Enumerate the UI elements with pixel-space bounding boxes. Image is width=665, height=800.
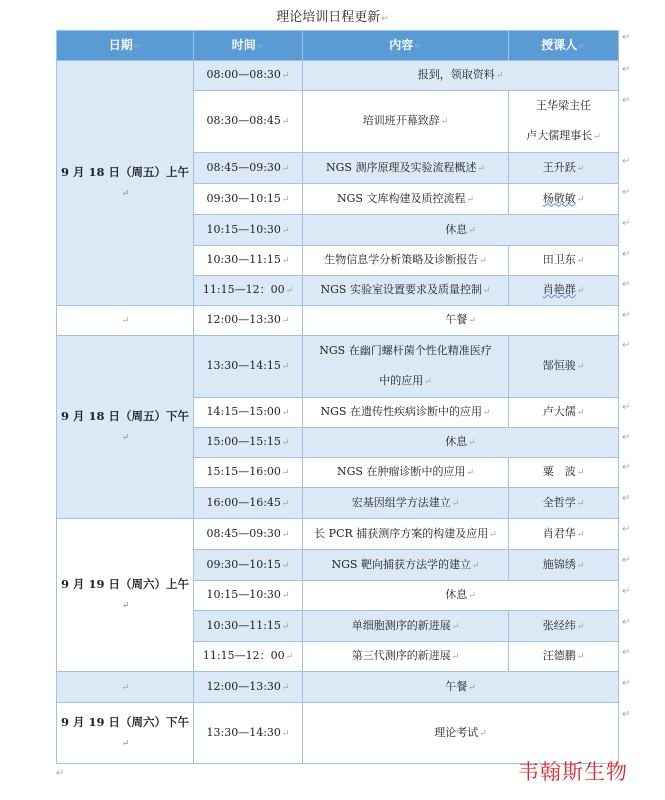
row-end-mark-icon: ↵: [622, 462, 631, 473]
time-cell: 16:00—16:45↵: [194, 488, 303, 519]
table-row: [57, 306, 619, 336]
content-cell: 长 PCR 捕获测序方案的构建及应用↵: [303, 519, 509, 550]
content-cell: NGS 文库构建及质控流程↵: [303, 184, 509, 215]
time-cell: 10:30—11:15↵: [194, 611, 303, 642]
paragraph-mark-icon: ↵: [56, 768, 65, 779]
row-end-mark-icon: ↵: [622, 432, 631, 443]
speaker-cell: 张经纬↵: [509, 611, 619, 642]
date-cell: 9 月 18 日（周五）上午↵: [57, 61, 194, 306]
document-title: [0, 6, 665, 25]
row-end-mark-icon: ↵: [622, 555, 631, 566]
time-cell: 15:00—15:15↵: [194, 428, 303, 458]
content-cell: 培训班开幕致辞↵: [303, 91, 509, 153]
date-cell: ↵: [57, 672, 194, 703]
speaker-cell: 施锦绣↵: [509, 550, 619, 581]
row-end-mark-icon: ↵: [622, 64, 631, 75]
time-cell: 10:15—10:30↵: [194, 581, 303, 611]
date-cell: 9 月 19 日（周六）下午↵: [57, 703, 194, 764]
speaker-cell: 杨敬敏↵: [509, 184, 619, 215]
row-end-mark-icon: ↵: [622, 249, 631, 260]
time-cell: 11:15—12：00↵: [194, 642, 303, 672]
content-cell: 午餐↵: [303, 672, 619, 703]
row-end-mark-icon: ↵: [622, 218, 631, 229]
time-cell: 11:15—12：00↵: [194, 276, 303, 306]
content-cell: 休息↵: [303, 581, 619, 611]
row-end-mark-icon: ↵: [622, 95, 631, 106]
date-cell: ↵: [57, 306, 194, 336]
content-cell: 生物信息学分析策略及诊断报告↵: [303, 246, 509, 276]
row-end-mark-icon: ↵: [622, 586, 631, 597]
table-row: [57, 61, 619, 91]
header-time: 时间↵: [194, 31, 303, 61]
row-end-mark-icon: ↵: [622, 156, 631, 167]
time-cell: 09:30—10:15↵: [194, 184, 303, 215]
schedule-table: [56, 30, 619, 764]
speaker-cell: 肖艳群↵: [509, 276, 619, 306]
header-speaker: 授课人↵: [509, 31, 619, 61]
speaker-cell: 全哲学↵: [509, 488, 619, 519]
speaker-cell: 粟 波↵: [509, 458, 619, 488]
content-cell: 休息↵: [303, 428, 619, 458]
table-row: [57, 519, 619, 550]
row-end-mark-icon: ↵: [622, 310, 631, 321]
content-cell: NGS 在幽门螺杆菌个性化精准医疗 中的应用↵: [303, 336, 509, 398]
row-end-mark-icon: ↵: [622, 340, 631, 351]
row-end-mark-icon: ↵: [622, 647, 631, 658]
paragraph-mark-icon: ↵: [381, 14, 389, 24]
time-cell: 15:15—16:00↵: [194, 458, 303, 488]
document-title-text: 理论培训日程更新: [276, 10, 381, 25]
time-cell: 08:45—09:30↵: [194, 153, 303, 184]
content-cell: NGS 实验室设置要求及质量控制↵: [303, 276, 509, 306]
date-cell: 9 月 18 日（周五）下午↵: [57, 336, 194, 519]
speaker-cell: 田卫东↵: [509, 246, 619, 276]
time-cell: 10:15—10:30↵: [194, 215, 303, 246]
time-cell: 12:00—13:30↵: [194, 306, 303, 336]
row-end-mark-icon: ↵: [622, 524, 631, 535]
speaker-cell: 汪德鹏↵: [509, 642, 619, 672]
content-cell: 单细胞测序的新进展↵: [303, 611, 509, 642]
time-cell: 08:30—08:45↵: [194, 91, 303, 153]
row-end-mark-icon: ↵: [622, 617, 631, 628]
time-cell: 13:30—14:30↵: [194, 703, 303, 764]
header-content: 内容↵: [303, 31, 509, 61]
content-cell: 第三代测序的新进展↵: [303, 642, 509, 672]
content-cell: 休息↵: [303, 215, 619, 246]
date-cell: 9 月 19 日（周六）上午↵: [57, 519, 194, 672]
time-cell: 12:00—13:30↵: [194, 672, 303, 703]
watermark: 韦翰斯生物: [518, 760, 628, 784]
content-cell: 报到，领取资料↵: [303, 61, 619, 91]
row-end-mark-icon: ↵: [622, 678, 631, 689]
speaker-cell: 郜恒骏↵: [509, 336, 619, 398]
content-cell: NGS 在遗传性疾病诊断中的应用↵: [303, 398, 509, 428]
speaker-cell: 王华梁主任 卢大儒理事长↵: [509, 91, 619, 153]
row-end-mark-icon: ↵: [622, 187, 631, 198]
speaker-cell: 王升跃↵: [509, 153, 619, 184]
time-cell: 08:45—09:30↵: [194, 519, 303, 550]
speaker-cell: 肖君华↵: [509, 519, 619, 550]
content-cell: 理论考试↵: [303, 703, 619, 764]
row-end-mark-icon: ↵: [622, 493, 631, 504]
time-cell: 13:30—14:15↵: [194, 336, 303, 398]
content-cell: 宏基因组学方法建立↵: [303, 488, 509, 519]
content-cell: NGS 靶向捕获方法学的建立↵: [303, 550, 509, 581]
time-cell: 08:00—08:30↵: [194, 61, 303, 91]
row-end-mark-icon: ↵: [622, 279, 631, 290]
table-header-row: [57, 31, 619, 61]
speaker-cell: 卢大儒↵: [509, 398, 619, 428]
header-date: 日期↵: [57, 31, 194, 61]
row-end-mark-icon: ↵: [622, 709, 631, 720]
table-row: [57, 672, 619, 703]
time-cell: 10:30—11:15↵: [194, 246, 303, 276]
table-row: [57, 336, 619, 398]
time-cell: 14:15—15:00↵: [194, 398, 303, 428]
row-end-mark-icon: ↵: [622, 402, 631, 413]
content-cell: NGS 在肿瘤诊断中的应用↵: [303, 458, 509, 488]
table-row: [57, 703, 619, 764]
content-cell: 午餐↵: [303, 306, 619, 336]
content-cell: NGS 测序原理及实验流程概述↵: [303, 153, 509, 184]
time-cell: 09:30—10:15↵: [194, 550, 303, 581]
row-end-mark-icon: ↵: [622, 32, 631, 43]
